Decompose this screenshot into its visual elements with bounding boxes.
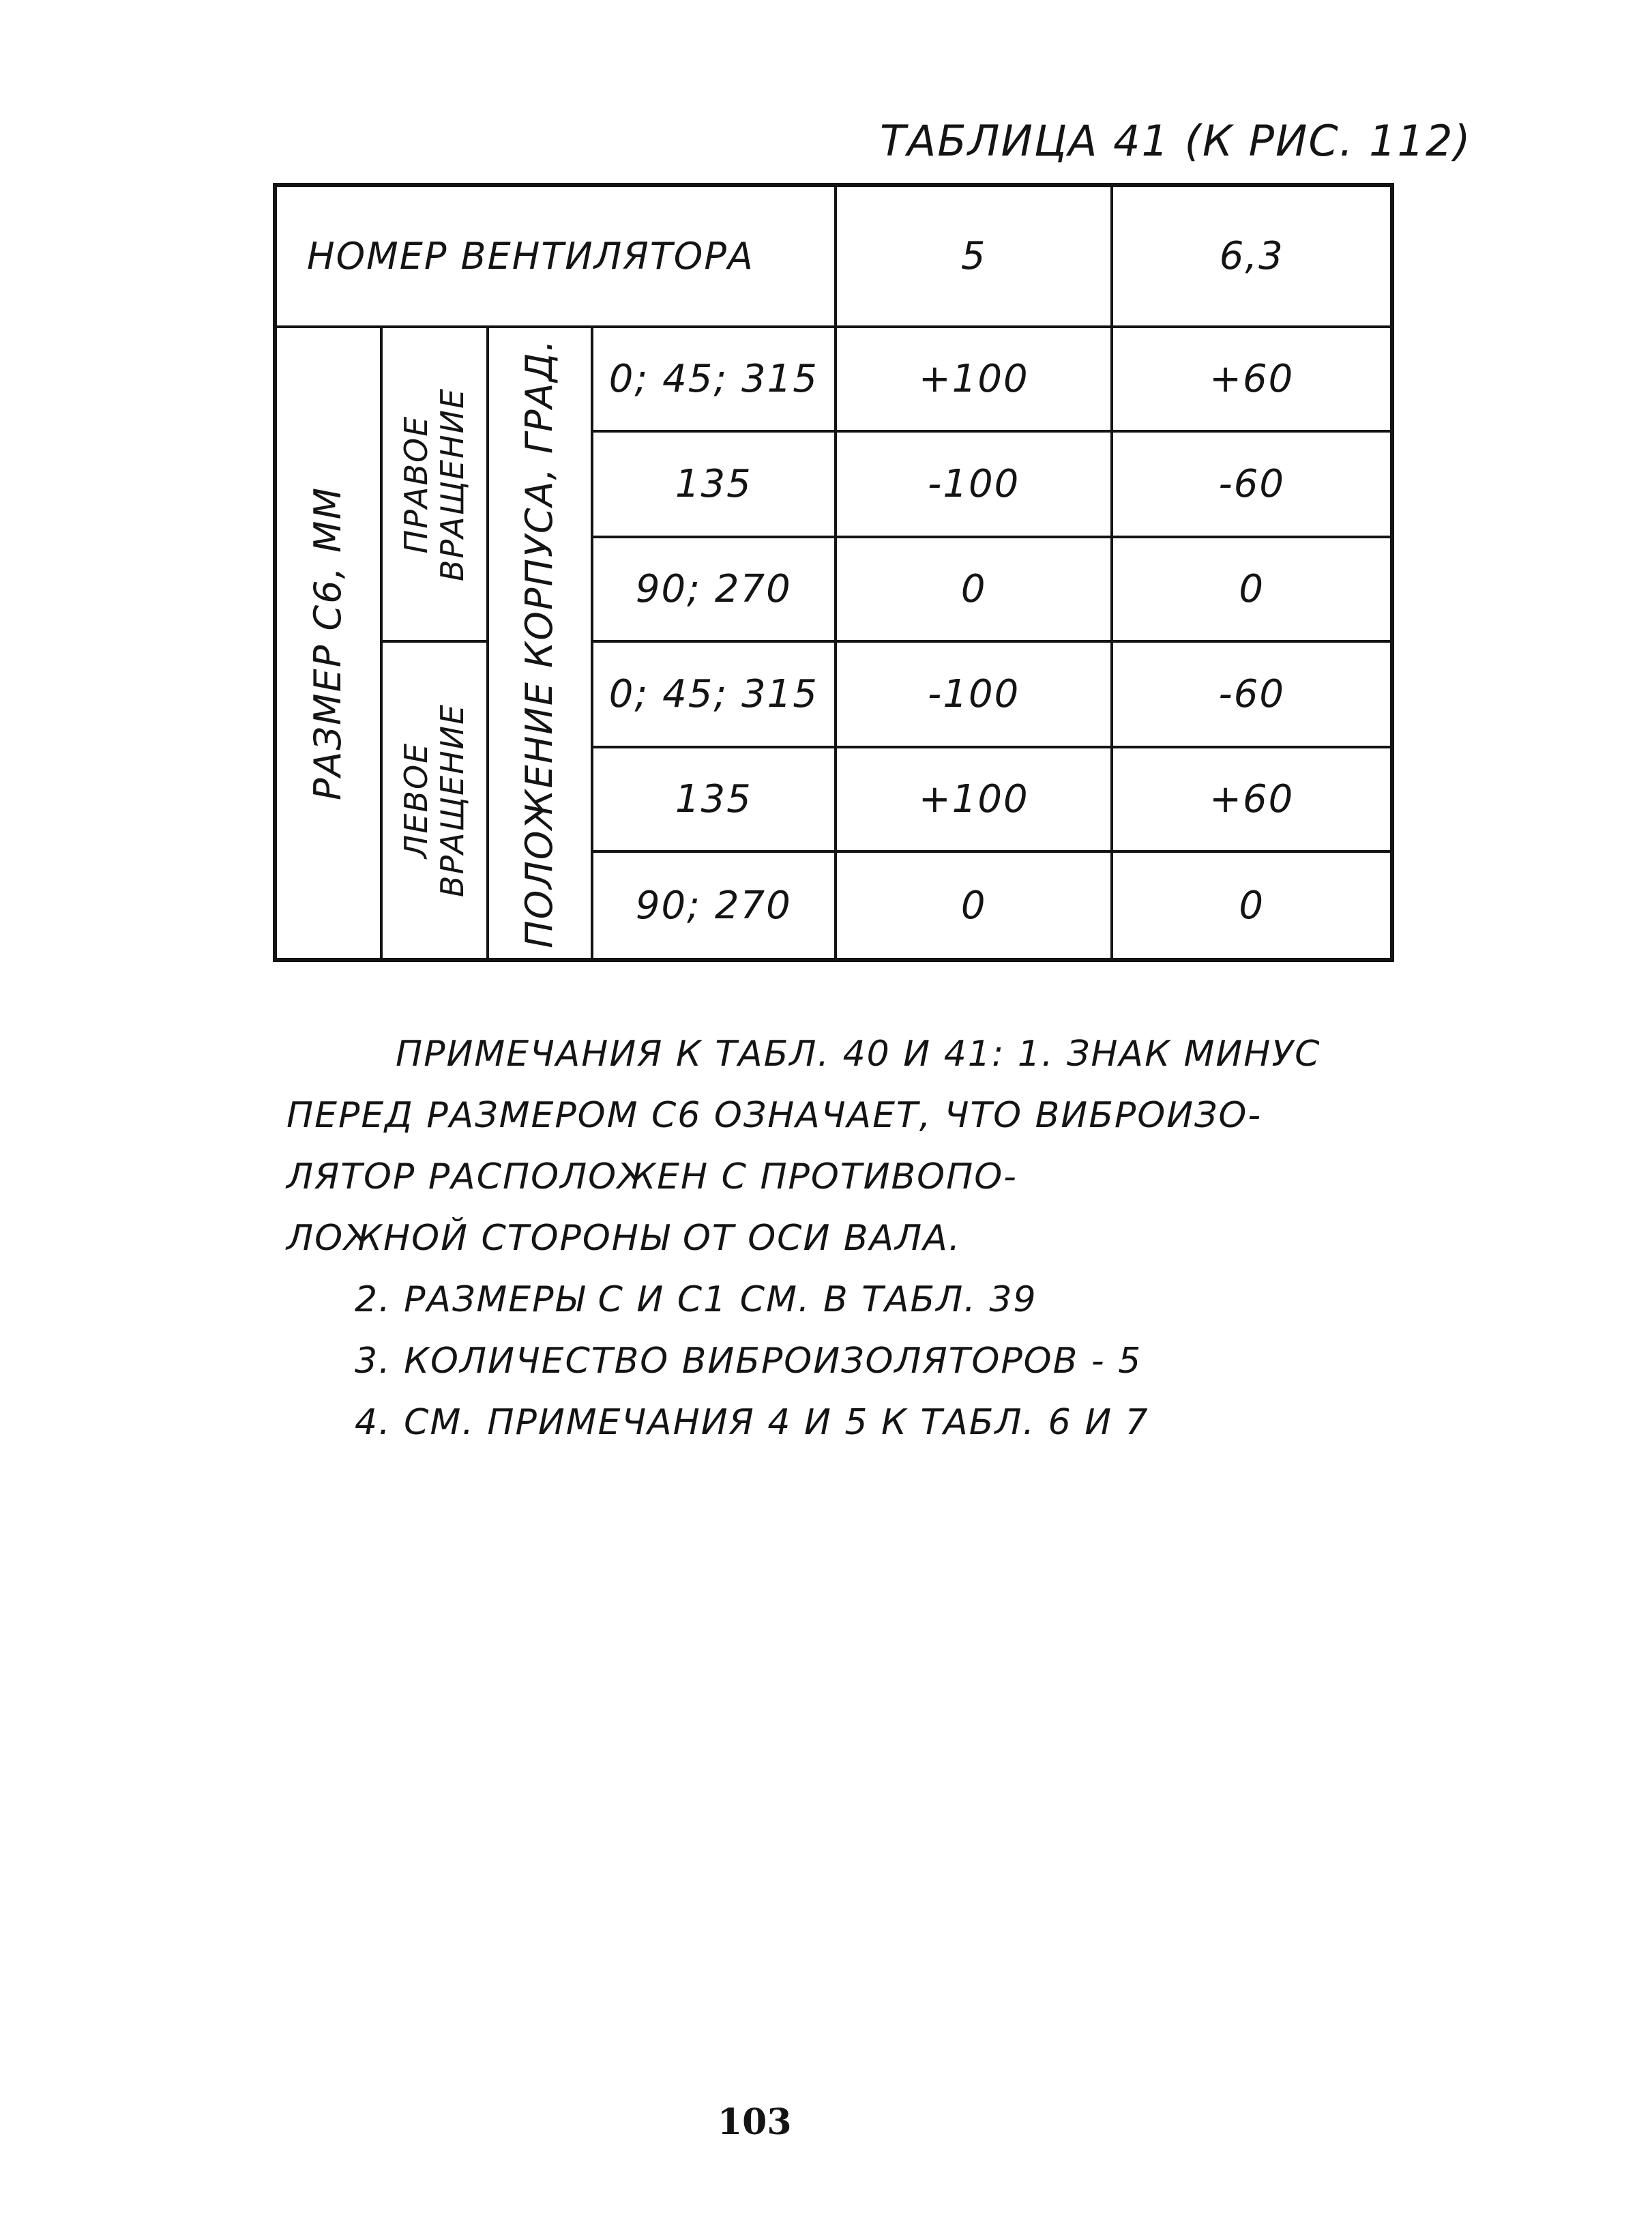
value-fan-5: 0	[836, 537, 1112, 641]
position-value: 135	[592, 747, 836, 851]
position-value: 90; 270	[592, 537, 836, 641]
size-label-cell	[275, 327, 381, 960]
value-fan-6-3: 0	[1112, 537, 1392, 641]
fan-number-5: 5	[836, 185, 1112, 327]
right-rotation-label: ПРАВОЕ ВРАЩЕНИЕ	[397, 387, 471, 581]
note-line: ЛЯТОР РАСПОЛОЖЕН С ПРОТИВОПО-	[286, 1156, 1018, 1197]
value-fan-6-3: +60	[1112, 747, 1392, 851]
position-label: ПОЛОЖЕНИЕ КОРПУСА, ГРАД.	[518, 338, 561, 948]
position-value: 135	[592, 431, 836, 537]
note-line: 3. КОЛИЧЕСТВО ВИБРОИЗОЛЯТОРОВ - 5	[355, 1341, 1142, 1382]
right-rotation-cell	[381, 327, 488, 641]
value-fan-5: 0	[836, 851, 1112, 960]
value-fan-6-3: +60	[1112, 327, 1392, 431]
size-label: РАЗМЕР С6, ММ	[306, 486, 350, 800]
fan-number-6-3: 6,3	[1112, 185, 1392, 327]
value-fan-5: -100	[836, 431, 1112, 537]
note-line: ПРИМЕЧАНИЯ К ТАБЛ. 40 И 41: 1. ЗНАК МИНУС	[396, 1034, 1321, 1075]
value-fan-5: -100	[836, 641, 1112, 747]
note-line: ПЕРЕД РАЗМЕРОМ С6 ОЗНАЧАЕТ, ЧТО ВИБРОИЗО-	[286, 1095, 1263, 1136]
table-row	[275, 327, 1392, 431]
note-line: 4. СМ. ПРИМЕЧАНИЯ 4 И 5 К ТАБЛ. 6 И 7	[355, 1402, 1149, 1443]
page-number: 103	[718, 2101, 792, 2143]
table-row	[275, 641, 1392, 747]
note-line: 2. РАЗМЕРЫ С И С1 СМ. В ТАБЛ. 39	[355, 1279, 1037, 1320]
left-rotation-label: ЛЕВОЕ ВРАЩЕНИЕ	[397, 703, 471, 898]
table-caption: ТАБЛИЦА 41 (К РИС. 112)	[880, 116, 1472, 166]
note-line: ЛОЖНОЙ СТОРОНЫ ОТ ОСИ ВАЛА.	[286, 1218, 962, 1259]
position-value: 0; 45; 315	[592, 327, 836, 431]
position-label-cell	[488, 327, 592, 960]
data-table	[273, 183, 1394, 962]
fan-number-label: НОМЕР ВЕНТИЛЯТОРА	[275, 185, 836, 327]
position-value: 0; 45; 315	[592, 641, 836, 747]
notes-block	[286, 1023, 1378, 1453]
value-fan-6-3: -60	[1112, 641, 1392, 747]
table-header-row	[275, 185, 1392, 327]
value-fan-6-3: -60	[1112, 431, 1392, 537]
left-rotation-cell	[381, 641, 488, 960]
value-fan-6-3: 0	[1112, 851, 1392, 960]
value-fan-5: +100	[836, 747, 1112, 851]
table-container	[273, 183, 1394, 958]
value-fan-5: +100	[836, 327, 1112, 431]
position-value: 90; 270	[592, 851, 836, 960]
